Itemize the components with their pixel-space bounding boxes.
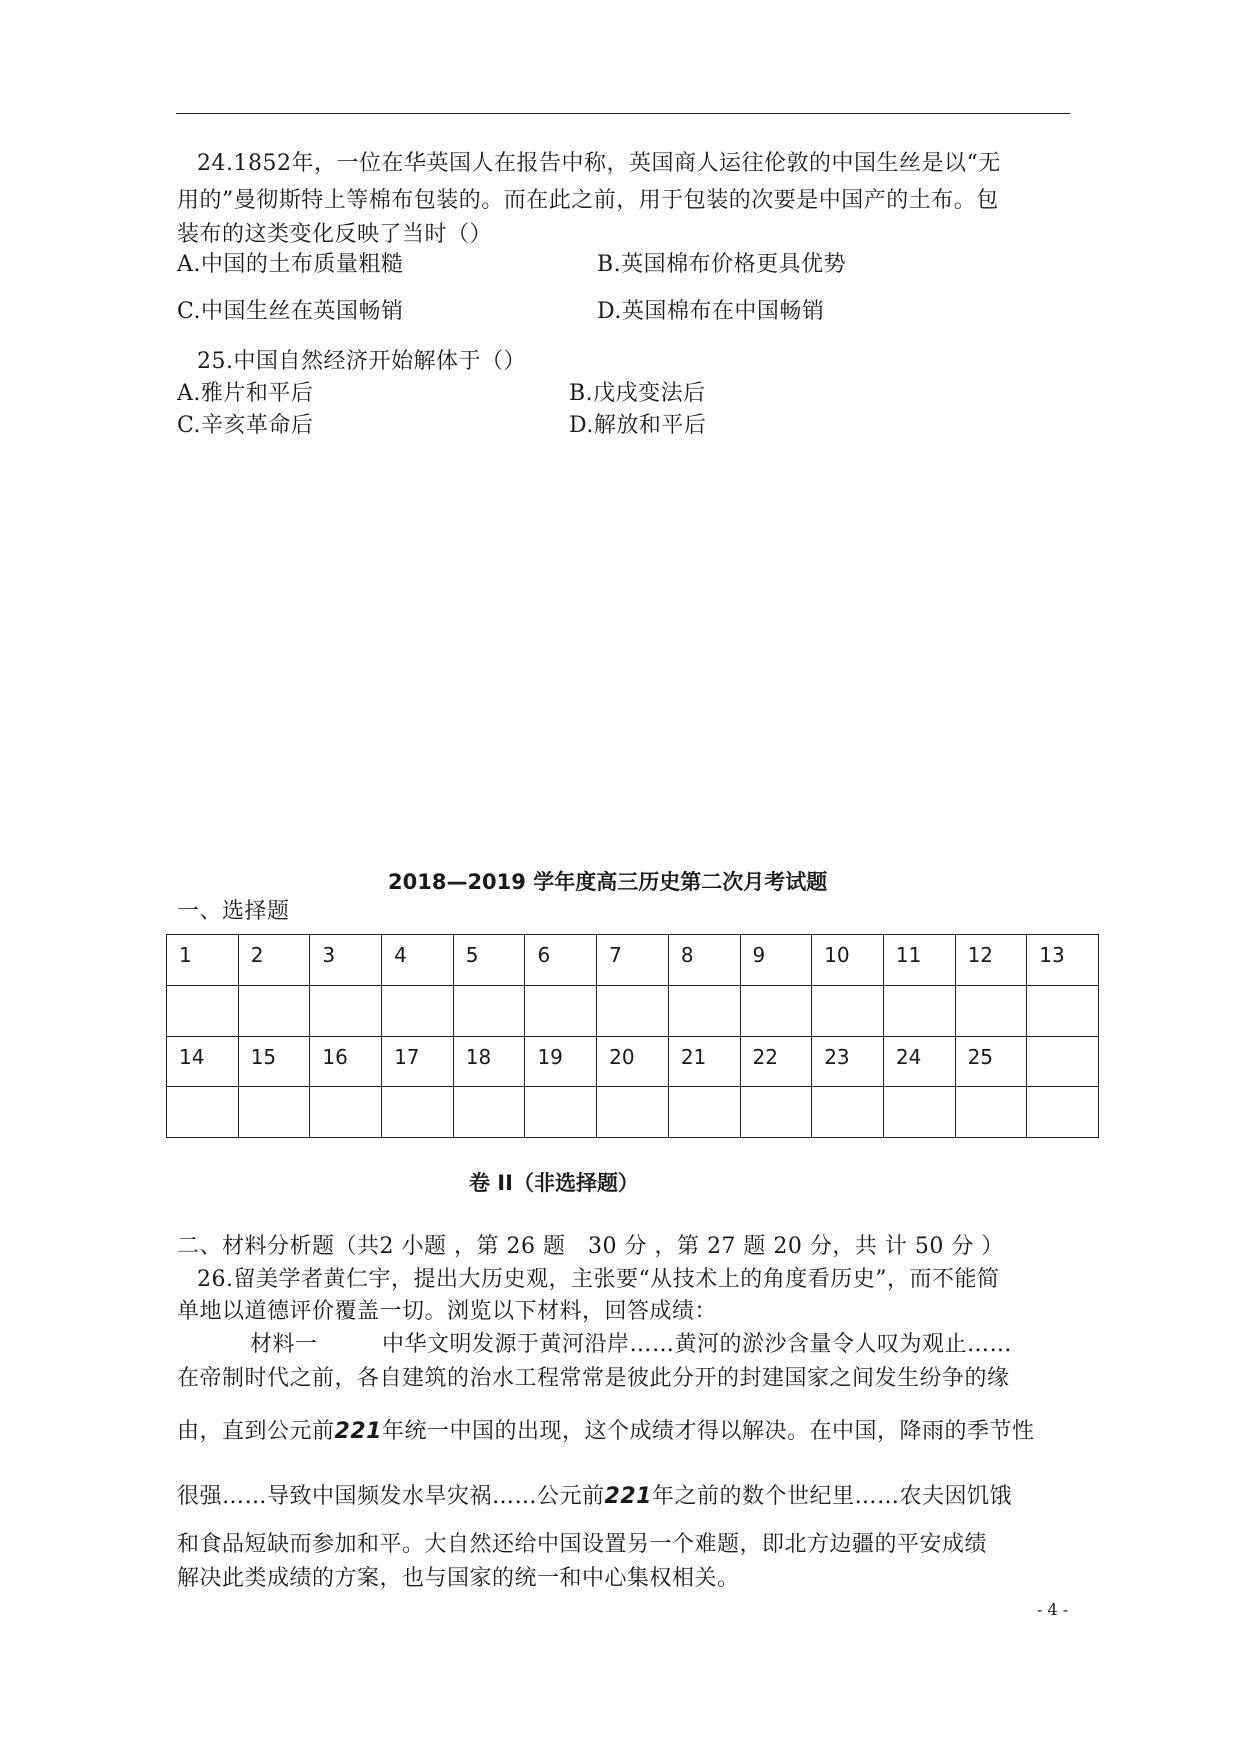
answer-blank-cell[interactable]: [310, 1087, 382, 1138]
answer-number-cell: 17: [382, 1036, 454, 1087]
q25-option-d: D.解放和平后: [569, 413, 707, 438]
material1-line5: 和食品短缺而参加和平。大自然还给中国设置另一个难题，即北方边疆的平安成绩: [177, 1532, 988, 1557]
answer-number-cell: 16: [310, 1036, 382, 1087]
answer-number-cell: 5: [453, 935, 525, 986]
q25-option-b: B.戊戌变法后: [569, 381, 706, 406]
answer-number-cell: 12: [955, 935, 1027, 986]
q24-line2: 用的”曼彻斯特上等棉布包装的。而在此之前，用于包装的次要是中国产的土布。包: [177, 188, 999, 213]
answer-blank-cell[interactable]: [597, 1087, 669, 1138]
answer-number-cell: 8: [668, 935, 740, 986]
answer-blank-cell[interactable]: [525, 1087, 597, 1138]
material1-line4-part-a: 很强……导致中国频发水旱灾祸……公元前: [177, 1484, 605, 1509]
answer-number-cell: 22: [740, 1036, 812, 1087]
material1-line2: 在帝制时代之前，各自建筑的治水工程常常是彼此分开的封建国家之间发生纷争的缘: [177, 1366, 1010, 1391]
answer-blank-cell[interactable]: [382, 985, 454, 1036]
answer-sheet-title: 2018—2019 学年度高三历史第二次月考试题: [388, 870, 828, 894]
q25-option-a: A.雅片和平后: [177, 381, 314, 406]
material1-line1: 中华文明发源于黄河沿岸……黄河的淤沙含量令人叹为观止……: [382, 1332, 1013, 1357]
answer-blank-cell[interactable]: [812, 1087, 884, 1138]
section2-heading: 二、材料分析题（共2 小题 ，第 26 题 30 分 ，第 27 题 20 分，共 计 50 分 ）: [177, 1234, 1004, 1259]
answer-table: [166, 934, 1099, 1138]
q26-line2: 单地以道德评价覆盖一切。浏览以下材料，回答成绩：: [177, 1299, 718, 1324]
answer-blank-cell[interactable]: [812, 985, 884, 1036]
material1-line3: [177, 1417, 1034, 1447]
page-number: - 4 -: [1037, 1600, 1069, 1619]
year-221: 221: [604, 1484, 652, 1509]
answer-blank-cell[interactable]: [167, 1087, 239, 1138]
answer-number-cell: 11: [883, 935, 955, 986]
answer-blank-cell[interactable]: [238, 1087, 310, 1138]
answer-number-cell: 3: [310, 935, 382, 986]
answer-number-cell: 14: [167, 1036, 239, 1087]
answer-number-cell: 1: [167, 935, 239, 986]
part2-title: 卷 II（非选择题）: [469, 1171, 639, 1195]
answer-number-cell: 21: [668, 1036, 740, 1087]
answer-blank-cell[interactable]: [453, 1087, 525, 1138]
answer-number-cell: 7: [597, 935, 669, 986]
section1-heading: 一、选择题: [177, 899, 290, 924]
q25-stem: 25.中国自然经济开始解体于（）: [197, 349, 526, 374]
material1-line3-part-b: 年统一中国的出现，这个成绩才得以解决。在中国，降雨的季节性: [381, 1419, 1035, 1444]
answer-number-cell: 4: [382, 935, 454, 986]
answer-blank-cell[interactable]: [238, 985, 310, 1036]
q24-line3: 装布的这类变化反映了当时（）: [177, 222, 493, 247]
answer-number-cell: 18: [453, 1036, 525, 1087]
material1-line4: [177, 1482, 1012, 1512]
answer-blank-cell[interactable]: [883, 1087, 955, 1138]
q24-option-c: C.中国生丝在英国畅销: [177, 299, 404, 324]
answer-blank-row-2: [167, 1087, 1099, 1138]
answer-blank-cell[interactable]: [382, 1087, 454, 1138]
answer-number-cell: 19: [525, 1036, 597, 1087]
answer-blank-cell[interactable]: [1027, 1087, 1099, 1138]
answer-blank-cell[interactable]: [167, 985, 239, 1036]
answer-number-cell: 15: [238, 1036, 310, 1087]
answer-blank-cell[interactable]: [668, 985, 740, 1036]
answer-number-cell: 2: [238, 935, 310, 986]
answer-number-row-1: [167, 935, 1099, 986]
answer-number-cell: 13: [1027, 935, 1099, 986]
answer-number-cell: 25: [955, 1036, 1027, 1087]
q24-option-a: A.中国的土布质量粗糙: [177, 252, 404, 277]
answer-blank-cell[interactable]: [740, 1087, 812, 1138]
material1-label: 材料一: [250, 1332, 318, 1357]
answer-number-cell: 23: [812, 1036, 884, 1087]
q25-option-c: C.辛亥革命后: [177, 413, 314, 438]
q24-option-b: B.英国棉布价格更具优势: [597, 252, 847, 277]
q26-line1: 26.留美学者黄仁宇，提出大历史观，主张要“从技术上的角度看历史”，而不能简: [197, 1267, 1000, 1292]
answer-number-row-2: [167, 1036, 1099, 1087]
answer-number-cell: 24: [883, 1036, 955, 1087]
material1-line6: 解决此类成绩的方案，也与国家的统一和中心集权相关。: [177, 1566, 740, 1591]
q24-option-d: D.英国棉布在中国畅销: [597, 299, 825, 324]
material1-line3-part-a: 由，直到公元前: [177, 1419, 335, 1444]
answer-blank-cell[interactable]: [883, 985, 955, 1036]
header-rule: [176, 113, 1070, 114]
answer-number-cell: 10: [812, 935, 884, 986]
answer-blank-cell[interactable]: [955, 1087, 1027, 1138]
answer-blank-cell[interactable]: [740, 985, 812, 1036]
answer-blank-cell[interactable]: [525, 985, 597, 1036]
q24-line1: 24.1852年，一位在华英国人在报告中称，英国商人运往伦敦的中国生丝是以“无: [197, 151, 1001, 176]
answer-blank-cell[interactable]: [597, 985, 669, 1036]
answer-blank-cell[interactable]: [310, 985, 382, 1036]
answer-number-cell: [1027, 1036, 1099, 1087]
answer-blank-cell[interactable]: [1027, 985, 1099, 1036]
answer-blank-cell[interactable]: [955, 985, 1027, 1036]
answer-number-cell: 20: [597, 1036, 669, 1087]
answer-blank-cell[interactable]: [453, 985, 525, 1036]
answer-blank-row-1: [167, 985, 1099, 1036]
material1-line4-part-b: 年之前的数个世纪里……农夫因饥饿: [651, 1484, 1012, 1509]
answer-number-cell: 6: [525, 935, 597, 986]
answer-blank-cell[interactable]: [668, 1087, 740, 1138]
year-221: 221: [334, 1419, 382, 1444]
answer-number-cell: 9: [740, 935, 812, 986]
